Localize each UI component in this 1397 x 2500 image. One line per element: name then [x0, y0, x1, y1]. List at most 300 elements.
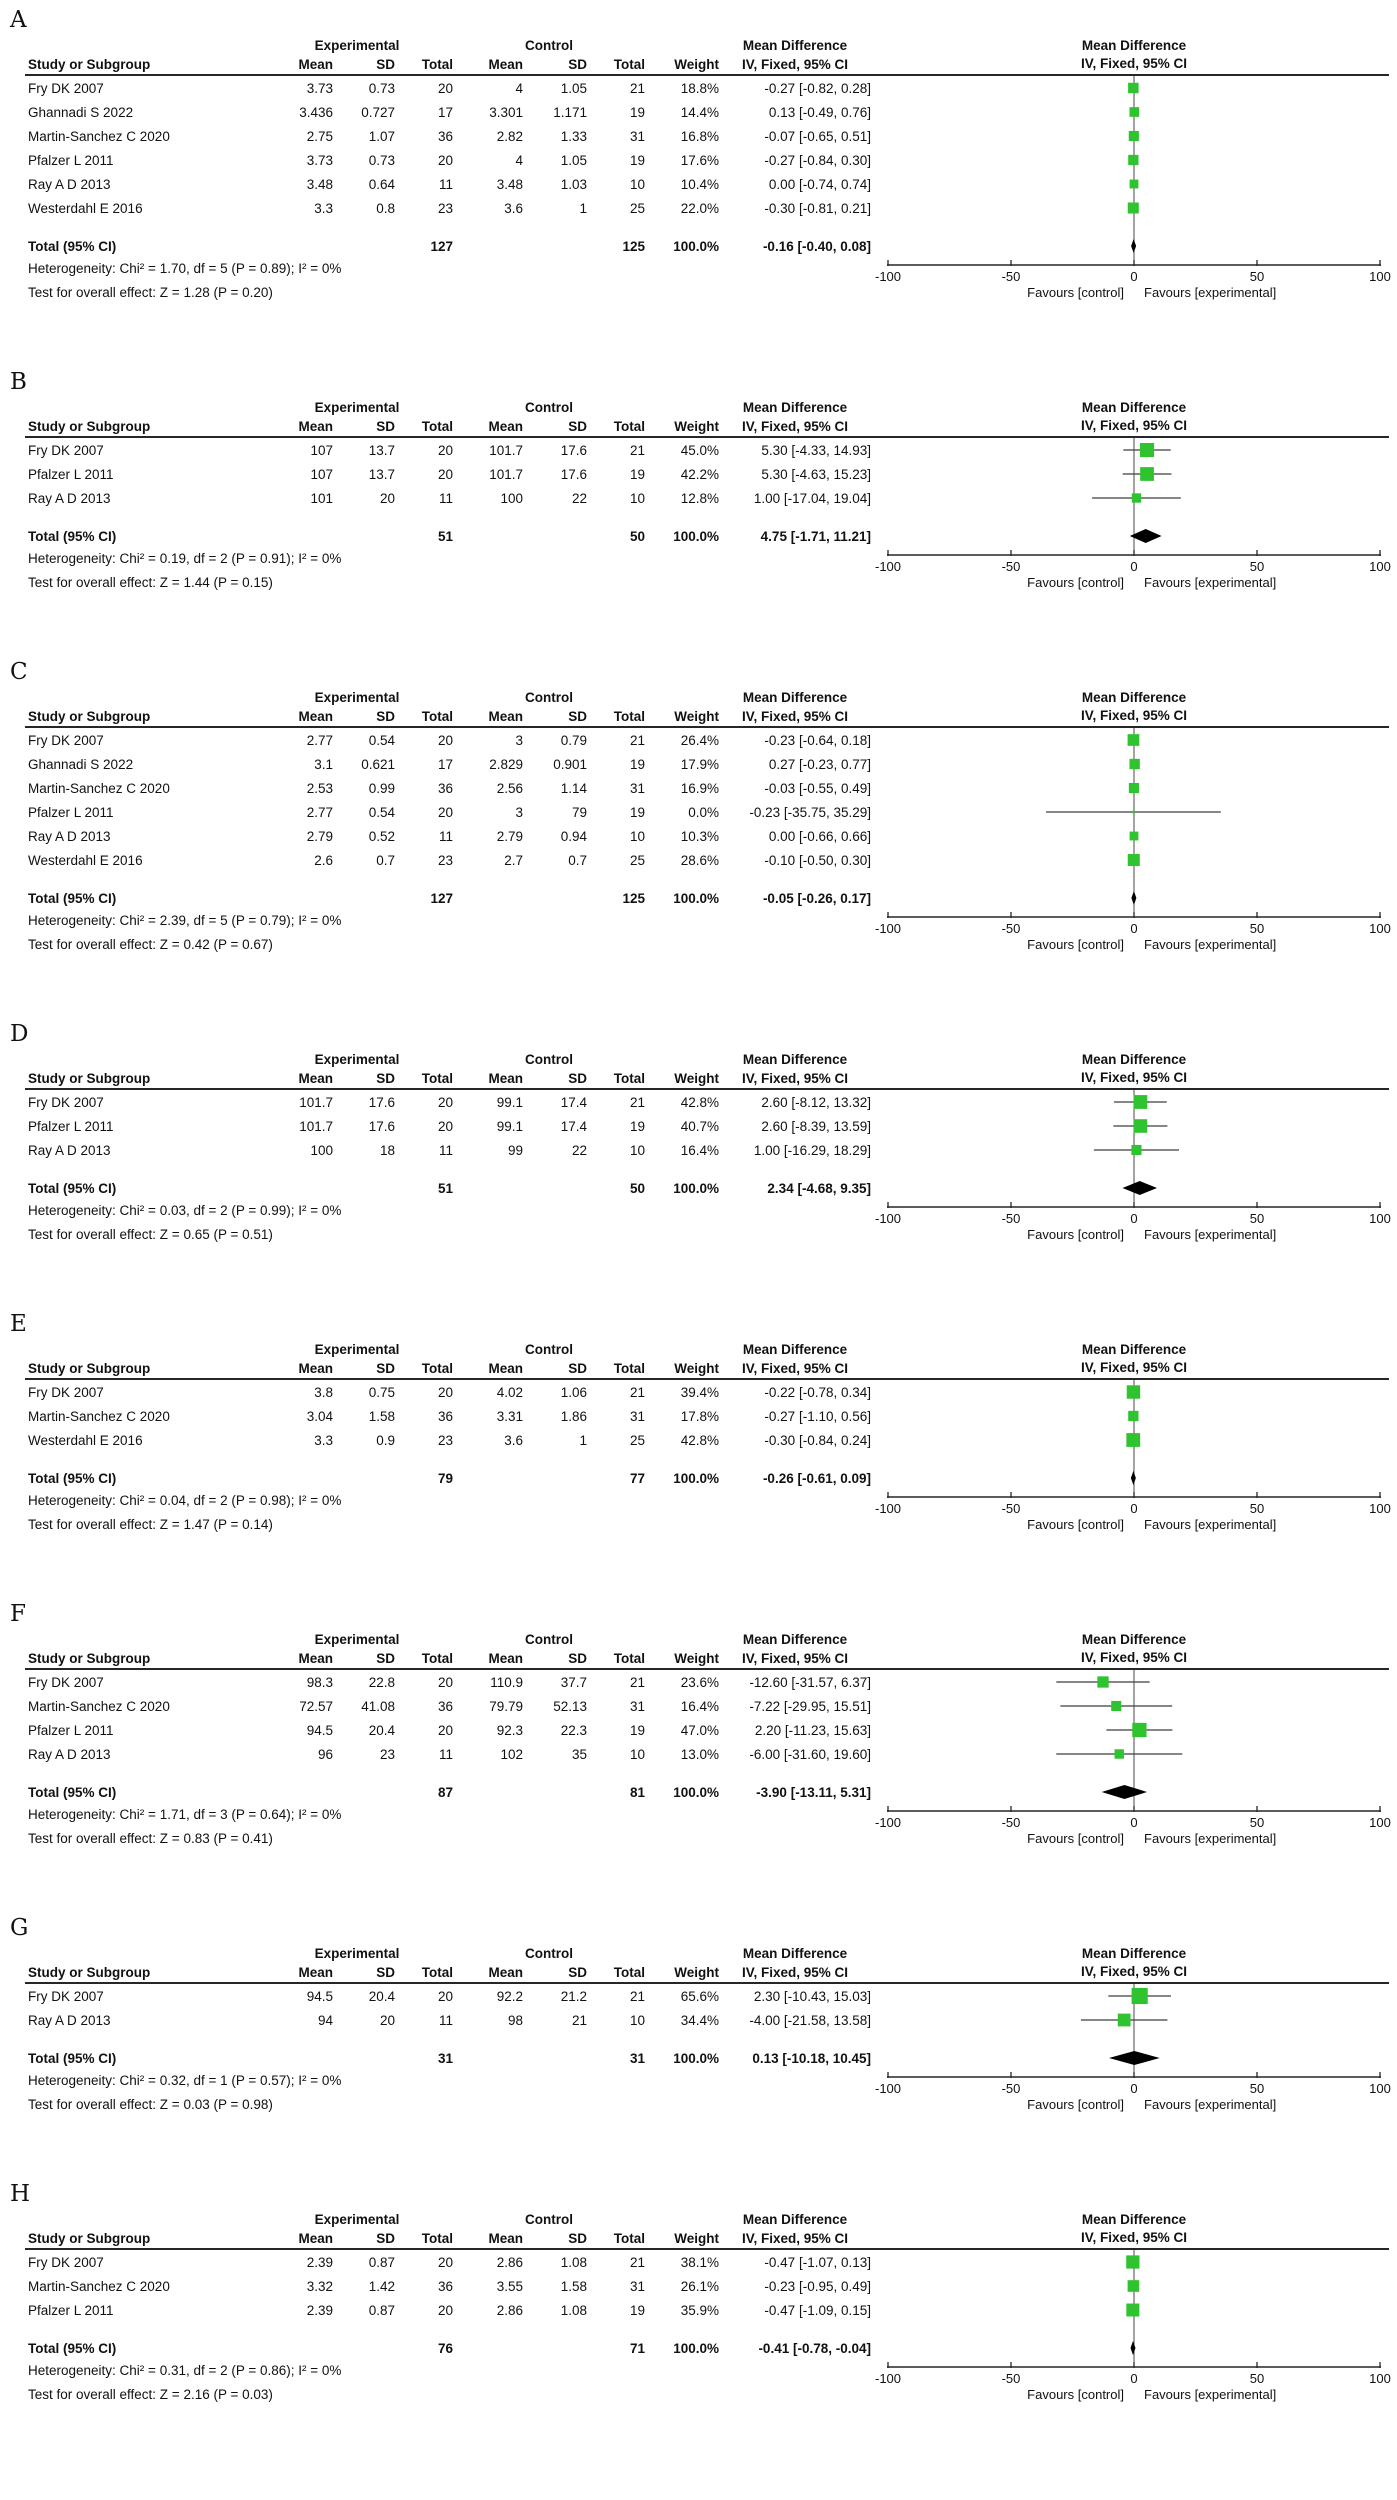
ctrl-sd: 1.86 [560, 1408, 587, 1424]
ctrl-sd: 1 [579, 1432, 587, 1448]
md-ci-text: -0.27 [-0.84, 0.30] [764, 152, 871, 168]
ctrl-sd: 21 [571, 2012, 587, 2028]
favours-experimental-label: Favours [experimental] [1144, 1831, 1277, 1846]
total-exp-n: 127 [430, 890, 453, 906]
plot-mean-difference-header: Mean Difference [1081, 2212, 1187, 2227]
exp-total: 11 [438, 828, 453, 844]
axis-tick-label: -100 [874, 1211, 902, 1226]
exp-sd-col-header: SD [376, 2231, 395, 2246]
exp-sd: 20.4 [368, 1988, 395, 2004]
md-ci-text: -0.27 [-1.10, 0.56] [764, 1408, 871, 1424]
exp-total: 17 [437, 104, 453, 120]
ctrl-sd: 1.14 [560, 780, 587, 796]
study-name: Fry DK 2007 [28, 1988, 104, 2004]
ctrl-sd: 22 [571, 490, 587, 506]
study-name: Fry DK 2007 [28, 442, 104, 458]
ctrl-total: 21 [629, 1094, 645, 1110]
total-ctrl-n: 125 [622, 238, 645, 254]
forest-panel-G [0, 1914, 1397, 2118]
panel-label-G: G [10, 1915, 29, 1941]
ctrl-total: 19 [629, 804, 645, 820]
favours-control-label: Favours [control] [1027, 937, 1124, 952]
exp-total: 20 [437, 1118, 453, 1134]
weight: 42.8% [680, 1094, 719, 1110]
exp-sd: 0.64 [368, 176, 395, 192]
ctrl-total: 25 [629, 1432, 645, 1448]
mean-difference-header: Mean Difference [742, 2212, 848, 2227]
ctrl-mean: 4.02 [496, 1384, 523, 1400]
exp-mean: 98.3 [306, 1674, 333, 1690]
panel-body [0, 1630, 1397, 1852]
exp-sd: 1.42 [368, 2278, 395, 2294]
total-weight: 100.0% [673, 2050, 719, 2066]
exp-total: 11 [438, 490, 453, 506]
md-ci-text: 2.60 [-8.12, 13.32] [761, 1094, 871, 1110]
exp-mean: 3.3 [314, 1432, 333, 1448]
ctrl-sd: 0.7 [568, 852, 587, 868]
exp-mean-col-header: Mean [298, 419, 333, 434]
iv-fixed-ci-col-header: IV, Fixed, 95% CI [741, 709, 849, 724]
favours-control-label: Favours [control] [1027, 575, 1124, 590]
control-group-header: Control [525, 38, 573, 53]
study-row [28, 462, 1397, 486]
study-row [28, 1090, 1397, 1114]
exp-mean: 72.57 [299, 1698, 333, 1714]
panel-body [0, 1944, 1397, 2118]
heterogeneity-text: Heterogeneity: Chi² = 0.03, df = 2 (P = 0.99); I² = 0% [28, 1203, 342, 1218]
weight: 12.8% [680, 490, 719, 506]
axis-tick-label: -100 [874, 2081, 902, 2096]
total-md-ci-text: -0.16 [-0.40, 0.08] [762, 238, 871, 254]
ctrl-total-col-header: Total [613, 57, 645, 72]
total-weight: 100.0% [673, 1470, 719, 1486]
study-row [28, 172, 1397, 196]
ctrl-sd-col-header: SD [568, 419, 587, 434]
exp-sd-col-header: SD [376, 1651, 395, 1666]
total-ctrl-n: 77 [629, 1470, 645, 1486]
exp-total: 36 [437, 1698, 453, 1714]
axis-tick-label: -50 [1001, 2371, 1021, 2386]
weight: 13.0% [680, 1746, 719, 1762]
axis-tick-label: 100 [1369, 269, 1391, 284]
md-ci-text: -0.30 [-0.81, 0.21] [764, 200, 871, 216]
column-header-row [25, 1069, 1389, 1088]
ctrl-mean: 3.301 [489, 104, 523, 120]
weight: 38.1% [680, 2254, 719, 2270]
weight-col-header: Weight [674, 2231, 719, 2246]
ctrl-sd: 17.4 [560, 1094, 587, 1110]
ctrl-total: 21 [629, 442, 645, 458]
ctrl-mean: 3 [515, 732, 523, 748]
total-ctrl-n: 50 [629, 528, 645, 544]
total-ctrl-n: 81 [629, 1784, 645, 1800]
ctrl-total: 25 [629, 200, 645, 216]
overall-effect-text: Test for overall effect: Z = 0.42 (P = 0.67) [28, 937, 273, 952]
weight: 14.4% [680, 104, 719, 120]
favours-control-label: Favours [control] [1027, 2097, 1124, 2112]
exp-sd: 22.8 [368, 1674, 395, 1690]
study-row [28, 2250, 1397, 2274]
weight: 22.0% [680, 200, 719, 216]
exp-sd: 13.7 [368, 466, 395, 482]
column-header-row [25, 1649, 1389, 1668]
overall-effect-text: Test for overall effect: Z = 1.28 (P = 0.20) [28, 285, 273, 300]
ctrl-total: 31 [629, 128, 645, 144]
study-name: Fry DK 2007 [28, 1674, 104, 1690]
total-exp-n: 76 [437, 2340, 453, 2356]
axis-tick-label: -100 [874, 1815, 902, 1830]
axis-tick-label: 0 [1130, 269, 1138, 284]
ctrl-total-col-header: Total [613, 1651, 645, 1666]
ctrl-total-col-header: Total [613, 1965, 645, 1980]
ctrl-total: 10 [629, 828, 645, 844]
ctrl-mean: 101.7 [489, 466, 523, 482]
axis-tick-label: -100 [874, 1501, 902, 1516]
panel-label-D: D [10, 1021, 29, 1047]
exp-mean-col-header: Mean [298, 1361, 333, 1376]
total-row [28, 1780, 1397, 1804]
ctrl-sd: 1.08 [560, 2302, 587, 2318]
total-weight: 100.0% [673, 890, 719, 906]
total-ctrl-n: 125 [622, 890, 645, 906]
overall-effect-text: Test for overall effect: Z = 0.65 (P = 0.51) [28, 1227, 273, 1242]
weight-col-header: Weight [674, 1651, 719, 1666]
axis-tick-label: 50 [1249, 559, 1265, 574]
group-header-row [25, 1944, 1389, 1963]
axis-tick-label: 0 [1130, 1501, 1138, 1516]
mean-difference-header: Mean Difference [742, 1342, 848, 1357]
md-ci-text: 0.13 [-0.49, 0.76] [768, 104, 871, 120]
ctrl-mean: 99.1 [496, 1094, 523, 1110]
study-name: Martin-Sanchez C 2020 [28, 1698, 170, 1714]
study-name: Ghannadi S 2022 [28, 104, 134, 120]
experimental-group-header: Experimental [314, 1632, 400, 1647]
weight: 16.4% [680, 1698, 719, 1714]
exp-mean: 3.73 [306, 152, 333, 168]
md-ci-text: 1.00 [-16.29, 18.29] [753, 1142, 871, 1158]
ctrl-mean-col-header: Mean [488, 1361, 523, 1376]
exp-sd: 0.73 [368, 152, 395, 168]
ctrl-sd: 1.06 [560, 1384, 587, 1400]
exp-sd: 0.54 [368, 732, 395, 748]
axis-tick-label: -50 [1001, 921, 1021, 936]
exp-sd: 1.07 [368, 128, 395, 144]
table-header [25, 688, 1389, 728]
study-name: Martin-Sanchez C 2020 [28, 2278, 170, 2294]
study-row [28, 2274, 1397, 2298]
panel-body [0, 2210, 1397, 2408]
weight: 42.8% [680, 1432, 719, 1448]
study-row [28, 196, 1397, 220]
exp-mean-col-header: Mean [298, 1651, 333, 1666]
axis-tick-label: 50 [1249, 1815, 1265, 1830]
ctrl-total: 10 [629, 1746, 645, 1762]
total-row [28, 886, 1397, 910]
study-row [28, 438, 1397, 462]
exp-total: 20 [437, 1094, 453, 1110]
axis-tick-label: -50 [1001, 269, 1021, 284]
exp-sd-col-header: SD [376, 57, 395, 72]
exp-sd: 20 [379, 2012, 395, 2028]
exp-total: 36 [437, 1408, 453, 1424]
ctrl-mean: 3.55 [496, 2278, 523, 2294]
exp-sd: 0.9 [376, 1432, 395, 1448]
favours-experimental-label: Favours [experimental] [1144, 2387, 1277, 2402]
axis-tick-label: 100 [1369, 2371, 1391, 2386]
favours-experimental-label: Favours [experimental] [1144, 575, 1277, 590]
overall-effect-text: Test for overall effect: Z = 0.03 (P = 0.98) [28, 2097, 273, 2112]
study-name: Westerdahl E 2016 [28, 200, 143, 216]
exp-total: 20 [437, 1384, 453, 1400]
study-name: Ray A D 2013 [28, 1142, 111, 1158]
experimental-group-header: Experimental [314, 38, 400, 53]
favours-experimental-label: Favours [experimental] [1144, 1517, 1277, 1532]
ctrl-sd: 17.6 [560, 466, 587, 482]
iv-fixed-ci-col-header: IV, Fixed, 95% CI [741, 1071, 849, 1086]
exp-mean: 101.7 [299, 1118, 333, 1134]
mean-difference-header: Mean Difference [742, 690, 848, 705]
study-name: Pfalzer L 2011 [28, 804, 114, 820]
exp-sd: 0.87 [368, 2254, 395, 2270]
table-header [25, 1340, 1389, 1380]
panel-body [0, 1340, 1397, 1538]
total-md-ci-text: -0.41 [-0.78, -0.04] [758, 2340, 871, 2356]
favours-control-label: Favours [control] [1027, 2387, 1124, 2402]
exp-total-col-header: Total [421, 1965, 453, 1980]
plot-mean-difference-header: Mean Difference [1081, 1052, 1187, 1067]
weight: 26.4% [680, 732, 719, 748]
exp-total: 20 [437, 442, 453, 458]
forest-plot-figure [0, 6, 1397, 2408]
exp-total: 23 [437, 852, 453, 868]
study-row [28, 1428, 1397, 1452]
axis-tick-label: 100 [1369, 1211, 1391, 1226]
favours-experimental-label: Favours [experimental] [1144, 285, 1277, 300]
group-header-row [25, 1340, 1389, 1359]
exp-mean: 2.39 [306, 2254, 333, 2270]
iv-fixed-ci-col-header: IV, Fixed, 95% CI [741, 2231, 849, 2246]
exp-mean: 101 [310, 490, 333, 506]
exp-mean: 3.73 [306, 80, 333, 96]
weight: 39.4% [680, 1384, 719, 1400]
md-ci-text: -7.22 [-29.95, 15.51] [749, 1698, 871, 1714]
ctrl-mean: 3 [515, 804, 523, 820]
panel-body [0, 1050, 1397, 1248]
ctrl-mean: 2.829 [489, 756, 523, 772]
total-label: Total (95% CI) [28, 1784, 117, 1800]
exp-total: 20 [437, 466, 453, 482]
study-col-header: Study or Subgroup [28, 1965, 151, 1980]
ctrl-sd: 17.4 [560, 1118, 587, 1134]
panel-label-C: C [10, 659, 28, 685]
md-ci-text: -6.00 [-31.60, 19.60] [749, 1746, 871, 1762]
ctrl-sd: 35 [571, 1746, 587, 1762]
forest-panel-H [0, 2180, 1397, 2408]
ctrl-mean: 3.6 [504, 1432, 523, 1448]
column-header-row [25, 707, 1389, 726]
weight: 17.8% [680, 1408, 719, 1424]
study-row [28, 1694, 1397, 1718]
ctrl-mean: 102 [500, 1746, 523, 1762]
weight: 23.6% [680, 1674, 719, 1690]
mean-difference-header: Mean Difference [742, 400, 848, 415]
weight-col-header: Weight [674, 57, 719, 72]
ctrl-sd: 1.05 [560, 152, 587, 168]
study-row [28, 752, 1397, 776]
total-weight: 100.0% [673, 528, 719, 544]
total-md-ci-text: 4.75 [-1.71, 11.21] [760, 528, 871, 544]
total-row [28, 2046, 1397, 2070]
exp-total: 20 [437, 804, 453, 820]
forest-panel-B [0, 368, 1397, 596]
total-md-ci-text: -3.90 [-13.11, 5.31] [756, 1784, 871, 1800]
ctrl-mean: 99.1 [496, 1118, 523, 1134]
weight-col-header: Weight [674, 1965, 719, 1980]
ctrl-total: 31 [629, 2278, 645, 2294]
exp-sd-col-header: SD [376, 1361, 395, 1376]
axis-tick-label: 100 [1369, 2081, 1391, 2096]
total-md-ci-text: 2.34 [-4.68, 9.35] [767, 1180, 871, 1196]
heterogeneity-text: Heterogeneity: Chi² = 1.71, df = 3 (P = 0.64); I² = 0% [28, 1807, 342, 1822]
exp-total: 20 [437, 732, 453, 748]
panel-body [0, 398, 1397, 596]
axis-tick-label: -50 [1001, 1815, 1021, 1830]
exp-total: 20 [437, 2254, 453, 2270]
study-row [28, 1742, 1397, 1766]
ctrl-mean: 92.3 [496, 1722, 523, 1738]
md-ci-text: 2.30 [-10.43, 15.03] [753, 1988, 871, 2004]
iv-fixed-ci-col-header: IV, Fixed, 95% CI [741, 419, 849, 434]
experimental-group-header: Experimental [314, 2212, 400, 2227]
study-name: Westerdahl E 2016 [28, 852, 143, 868]
exp-sd: 1.58 [368, 1408, 395, 1424]
spacer [0, 1162, 1397, 1176]
ctrl-total: 21 [629, 1988, 645, 2004]
ctrl-sd: 1.05 [560, 80, 587, 96]
study-name: Ray A D 2013 [28, 2012, 111, 2028]
ctrl-mean: 100 [500, 490, 523, 506]
ctrl-total: 19 [629, 1722, 645, 1738]
total-md-ci-text: 0.13 [-10.18, 10.45] [752, 2050, 871, 2066]
exp-total: 11 [438, 1746, 453, 1762]
table-header [25, 36, 1389, 76]
total-row [28, 1466, 1397, 1490]
axis-tick-label: 100 [1369, 559, 1391, 574]
weight-col-header: Weight [674, 709, 719, 724]
md-ci-text: -0.47 [-1.07, 0.13] [764, 2254, 871, 2270]
exp-mean: 2.77 [306, 732, 333, 748]
exp-mean: 100 [310, 1142, 333, 1158]
total-exp-n: 51 [437, 1180, 453, 1196]
ctrl-sd-col-header: SD [568, 709, 587, 724]
md-ci-text: 1.00 [-17.04, 19.04] [753, 490, 871, 506]
ctrl-total-col-header: Total [613, 1361, 645, 1376]
ctrl-total: 21 [629, 80, 645, 96]
exp-mean-col-header: Mean [298, 1071, 333, 1086]
ctrl-total: 31 [629, 1408, 645, 1424]
md-ci-text: -0.22 [-0.78, 0.34] [764, 1384, 871, 1400]
forest-panel-F [0, 1600, 1397, 1852]
axis-tick-label: 0 [1130, 2371, 1138, 2386]
experimental-group-header: Experimental [314, 1052, 400, 1067]
overall-effect-text: Test for overall effect: Z = 2.16 (P = 0.03) [28, 2387, 273, 2402]
ctrl-mean: 4 [515, 80, 523, 96]
control-group-header: Control [525, 400, 573, 415]
favours-experimental-label: Favours [experimental] [1144, 937, 1277, 952]
total-exp-n: 87 [437, 1784, 453, 1800]
study-row [28, 1138, 1397, 1162]
exp-total: 17 [437, 756, 453, 772]
weight: 16.8% [680, 128, 719, 144]
ctrl-total: 31 [629, 780, 645, 796]
exp-mean: 101.7 [299, 1094, 333, 1110]
exp-sd: 13.7 [368, 442, 395, 458]
ctrl-mean-col-header: Mean [488, 57, 523, 72]
exp-sd: 0.75 [368, 1384, 395, 1400]
study-name: Ray A D 2013 [28, 828, 111, 844]
plot-iv-fixed-ci-header: IV, Fixed, 95% CI [1080, 56, 1188, 71]
ctrl-total: 19 [629, 466, 645, 482]
md-ci-text: 0.00 [-0.66, 0.66] [768, 828, 871, 844]
exp-sd: 17.6 [368, 1094, 395, 1110]
ctrl-sd-col-header: SD [568, 57, 587, 72]
plot-mean-difference-header: Mean Difference [1081, 1946, 1187, 1961]
table-header [25, 398, 1389, 438]
ctrl-sd-col-header: SD [568, 1965, 587, 1980]
total-weight: 100.0% [673, 1180, 719, 1196]
md-ci-text: -0.23 [-0.95, 0.49] [764, 2278, 871, 2294]
ctrl-total-col-header: Total [613, 419, 645, 434]
overall-effect-text: Test for overall effect: Z = 1.47 (P = 0.14) [28, 1517, 273, 1532]
forest-panel-C [0, 658, 1397, 958]
panel-label-B: B [10, 369, 27, 395]
ctrl-mean-col-header: Mean [488, 419, 523, 434]
ctrl-sd: 0.94 [560, 828, 587, 844]
ctrl-mean: 2.79 [496, 828, 523, 844]
ctrl-mean: 79.79 [489, 1698, 523, 1714]
exp-sd: 0.73 [368, 80, 395, 96]
total-ctrl-n: 71 [629, 2340, 645, 2356]
ctrl-sd: 79 [571, 804, 587, 820]
ctrl-total: 10 [629, 176, 645, 192]
md-ci-text: 2.20 [-11.23, 15.63] [754, 1722, 871, 1738]
overall-effect-text: Test for overall effect: Z = 0.83 (P = 0.41) [28, 1831, 273, 1846]
total-row [28, 524, 1397, 548]
exp-sd: 0.52 [368, 828, 395, 844]
study-row [28, 1984, 1397, 2008]
exp-total: 11 [438, 176, 453, 192]
panel-body [0, 688, 1397, 958]
iv-fixed-ci-col-header: IV, Fixed, 95% CI [741, 1965, 849, 1980]
ctrl-sd: 17.6 [560, 442, 587, 458]
total-md-ci-text: -0.26 [-0.61, 0.09] [762, 1470, 871, 1486]
ctrl-sd: 1.33 [560, 128, 587, 144]
axis-tick-label: 100 [1369, 921, 1391, 936]
md-ci-text: -0.23 [-0.64, 0.18] [764, 732, 871, 748]
exp-mean-col-header: Mean [298, 1965, 333, 1980]
ctrl-total: 10 [629, 1142, 645, 1158]
exp-mean: 2.53 [306, 780, 333, 796]
ctrl-total: 21 [629, 2254, 645, 2270]
md-ci-text: 5.30 [-4.63, 15.23] [761, 466, 871, 482]
study-row [28, 1380, 1397, 1404]
heterogeneity-text: Heterogeneity: Chi² = 0.19, df = 2 (P = 0.91); I² = 0% [28, 551, 342, 566]
exp-total: 23 [437, 200, 453, 216]
control-group-header: Control [525, 1632, 573, 1647]
ctrl-sd: 1.58 [560, 2278, 587, 2294]
ctrl-mean-col-header: Mean [488, 1965, 523, 1980]
heterogeneity-text: Heterogeneity: Chi² = 1.70, df = 5 (P = 0.89); I² = 0% [28, 261, 342, 276]
